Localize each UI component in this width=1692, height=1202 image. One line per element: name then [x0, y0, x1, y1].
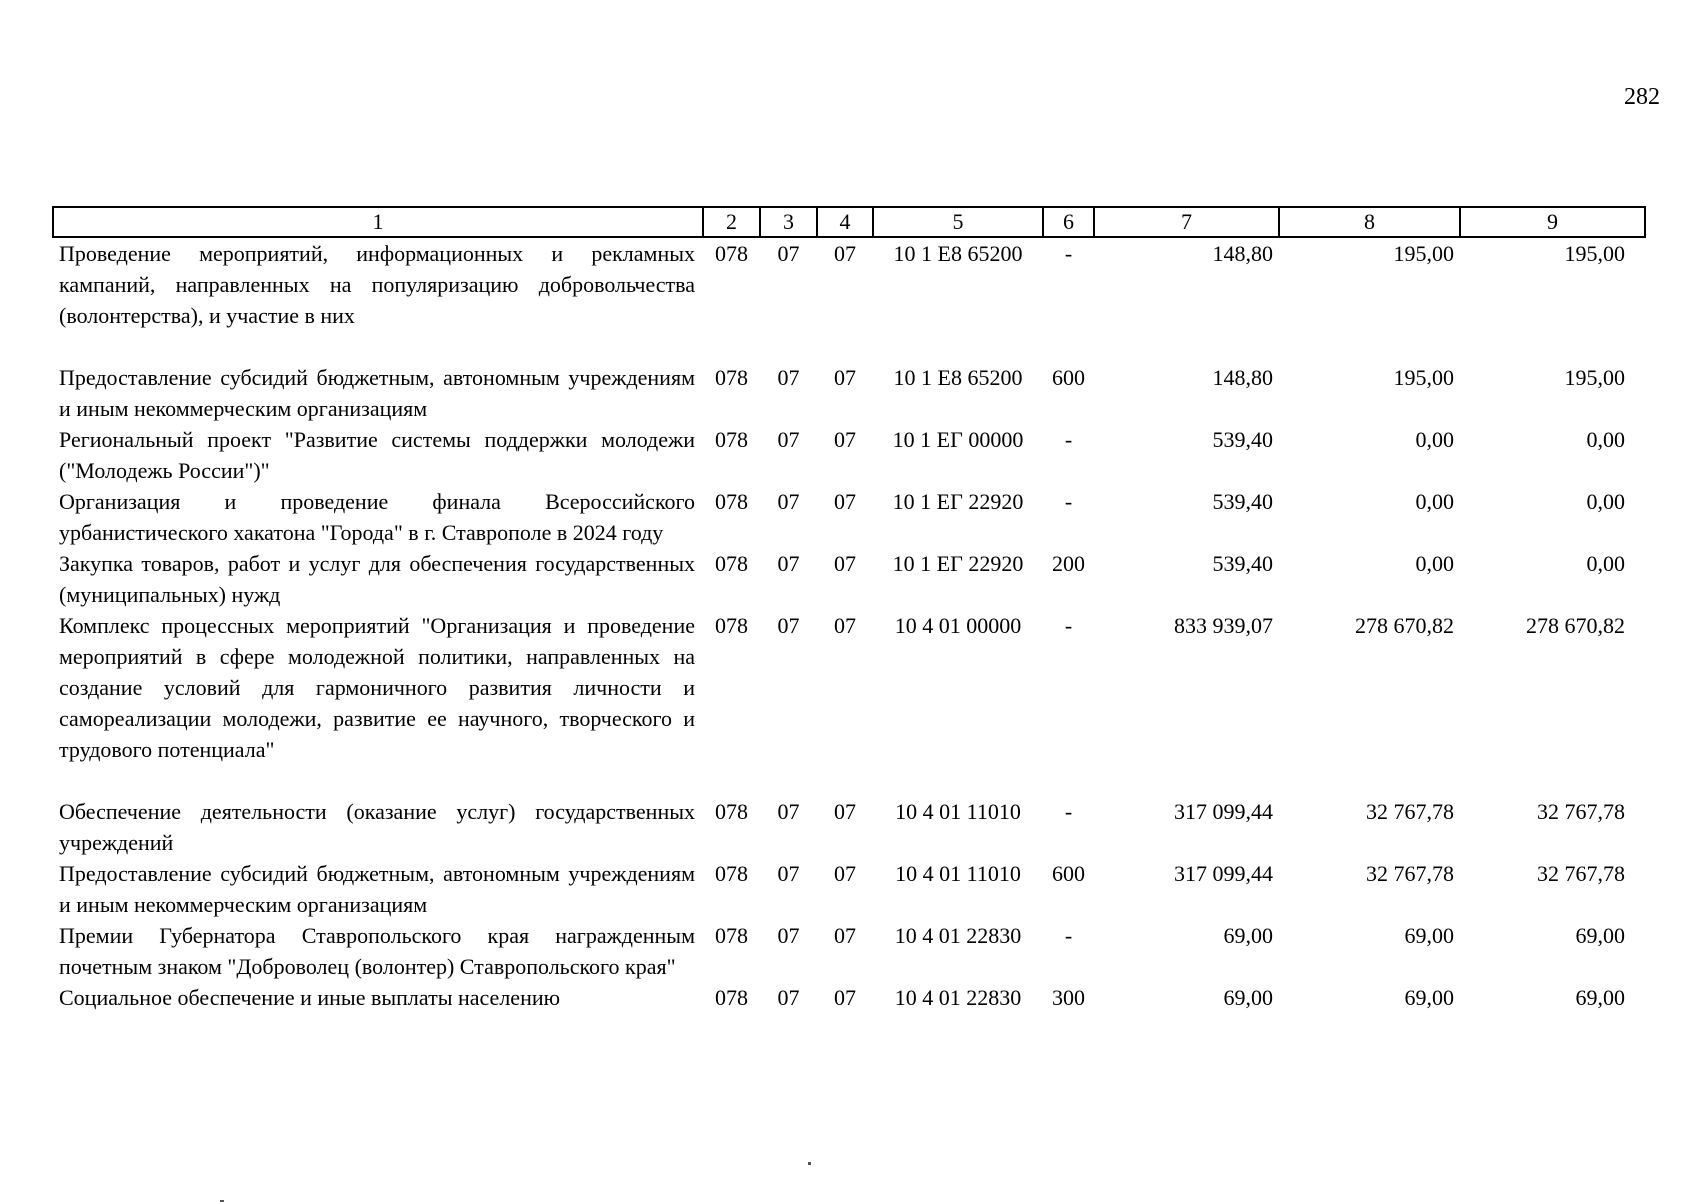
- cell-amount-col7: 317 099,44: [1174, 861, 1273, 886]
- cell-amount-col7: 317 099,44: [1174, 799, 1273, 824]
- row-name: Премии Губернатора Ставропольского края награжденным почетным знаком "Доброволец (волонтер) Ставропольского края": [59, 923, 695, 979]
- cell-amount-col9: 278 670,82: [1526, 613, 1625, 638]
- cell-subsection: 07: [834, 241, 856, 266]
- column-header: 2: [703, 207, 760, 237]
- cell-amount-col7: 539,40: [1212, 427, 1273, 452]
- cell-section: 07: [777, 985, 800, 1010]
- cell-expense-type: -: [1064, 613, 1073, 638]
- cell-section: 07: [777, 241, 800, 266]
- row-name: Предоставление субсидий бюджетным, автономным учреждениям и иным некоммерческим организациям: [59, 365, 695, 421]
- cell-amount-col9: 195,00: [1564, 241, 1625, 266]
- cell-ministry-code: 078: [715, 489, 748, 514]
- table-row: [53, 982, 1645, 1013]
- cell-amount-col7: 539,40: [1212, 551, 1273, 576]
- cell-amount-col8: 69,00: [1404, 985, 1454, 1010]
- cell-amount-col8: 195,00: [1393, 365, 1454, 390]
- cell-subsection: 07: [834, 985, 856, 1010]
- cell-target-article: 10 1 ЕГ 22920: [892, 551, 1024, 576]
- table-row: [53, 237, 1645, 362]
- table-row: [53, 610, 1645, 796]
- cell-amount-col8: 32 767,78: [1366, 861, 1454, 886]
- page-number: 282: [1624, 84, 1660, 110]
- table-row: [53, 486, 1645, 548]
- cell-amount-col9: 0,00: [1586, 427, 1625, 452]
- cell-expense-type: 200: [1052, 551, 1085, 576]
- cell-subsection: 07: [834, 923, 856, 948]
- cell-amount-col8: 0,00: [1415, 427, 1454, 452]
- cell-ministry-code: 078: [715, 923, 748, 948]
- table-row: [53, 548, 1645, 610]
- cell-amount-col7: 148,80: [1212, 365, 1273, 390]
- cell-target-article: 10 1 ЕГ 00000: [892, 427, 1024, 452]
- cell-target-article: 10 4 01 11010: [895, 799, 1021, 824]
- cell-section: 07: [777, 861, 800, 886]
- cell-section: 07: [777, 799, 800, 824]
- cell-expense-type: 300: [1052, 985, 1085, 1010]
- scan-speck: [808, 1162, 811, 1165]
- cell-amount-col7: 148,80: [1212, 241, 1273, 266]
- cell-amount-col8: 0,00: [1415, 489, 1454, 514]
- cell-section: 07: [777, 365, 800, 390]
- cell-subsection: 07: [834, 489, 856, 514]
- cell-expense-type: 600: [1052, 861, 1085, 886]
- column-header: 3: [760, 207, 817, 237]
- row-name: Социальное обеспечение и иные выплаты населению: [59, 985, 561, 1010]
- cell-section: 07: [777, 489, 800, 514]
- cell-expense-type: -: [1064, 427, 1073, 452]
- cell-amount-col8: 0,00: [1415, 551, 1454, 576]
- cell-expense-type: -: [1064, 799, 1073, 824]
- cell-expense-type: -: [1064, 489, 1073, 514]
- cell-amount-col9: 32 767,78: [1537, 799, 1625, 824]
- table-row: [53, 424, 1645, 486]
- column-header: 5: [873, 207, 1043, 237]
- cell-amount-col8: 195,00: [1393, 241, 1454, 266]
- row-name: Организация и проведение финала Всероссийского урбанистического хакатона "Города" в г. Ставрополе в 2024 году: [59, 489, 695, 545]
- cell-subsection: 07: [834, 365, 856, 390]
- cell-amount-col9: 0,00: [1586, 489, 1625, 514]
- cell-target-article: 10 4 01 11010: [895, 861, 1021, 886]
- column-header: 9: [1460, 207, 1645, 237]
- cell-subsection: 07: [834, 799, 856, 824]
- cell-target-article: 10 4 01 00000: [894, 613, 1022, 638]
- cell-amount-col7: 69,00: [1223, 923, 1273, 948]
- cell-amount-col9: 32 767,78: [1537, 861, 1625, 886]
- row-name: Обеспечение деятельности (оказание услуг) государственных учреждений: [59, 799, 695, 855]
- row-name: Проведение мероприятий, информационных и рекламных кампаний, направленных на популяризацию добровольчества (волонтерства), и участие в них: [59, 241, 695, 328]
- table-row: [53, 858, 1645, 920]
- cell-amount-col7: 833 939,07: [1174, 613, 1273, 638]
- cell-amount-col9: 0,00: [1586, 551, 1625, 576]
- column-header: 6: [1043, 207, 1094, 237]
- row-name: Закупка товаров, работ и услуг для обеспечения государственных (муниципальных) нужд: [59, 551, 695, 607]
- column-header: 8: [1279, 207, 1460, 237]
- table-row: [53, 362, 1645, 424]
- cell-section: 07: [777, 923, 800, 948]
- cell-section: 07: [777, 613, 800, 638]
- cell-ministry-code: 078: [715, 613, 748, 638]
- row-name: Комплекс процессных мероприятий "Организация и проведение мероприятий в сфере молодежной политики, направленных на создание условий для гармоничного развития личности и самореализации молодежи, развитие ее научного, творческого и трудового потенциала": [59, 613, 695, 762]
- cell-amount-col7: 539,40: [1212, 489, 1273, 514]
- cell-expense-type: -: [1064, 241, 1073, 266]
- cell-section: 07: [777, 551, 800, 576]
- cell-amount-col9: 195,00: [1564, 365, 1625, 390]
- cell-subsection: 07: [834, 861, 856, 886]
- cell-target-article: 10 1 E8 65200: [893, 241, 1023, 266]
- cell-ministry-code: 078: [715, 241, 748, 266]
- table-row: [53, 796, 1645, 858]
- cell-amount-col8: 32 767,78: [1366, 799, 1454, 824]
- cell-expense-type: 600: [1052, 365, 1085, 390]
- cell-target-article: 10 4 01 22830: [894, 985, 1022, 1010]
- cell-target-article: 10 1 ЕГ 22920: [892, 489, 1024, 514]
- cell-amount-col7: 69,00: [1223, 985, 1273, 1010]
- cell-expense-type: -: [1064, 923, 1073, 948]
- cell-subsection: 07: [834, 551, 856, 576]
- cell-ministry-code: 078: [715, 985, 748, 1010]
- table-row: [53, 920, 1645, 982]
- budget-table: [52, 206, 1646, 1013]
- cell-amount-col8: 278 670,82: [1355, 613, 1454, 638]
- row-name: Региональный проект "Развитие системы поддержки молодежи ("Молодежь России")": [59, 427, 695, 483]
- cell-section: 07: [777, 427, 800, 452]
- cell-amount-col9: 69,00: [1575, 985, 1625, 1010]
- column-header: 4: [817, 207, 873, 237]
- cell-ministry-code: 078: [715, 799, 748, 824]
- cell-subsection: 07: [834, 427, 856, 452]
- column-header: 7: [1094, 207, 1279, 237]
- header-row: [53, 207, 1645, 237]
- cell-target-article: 10 1 E8 65200: [893, 365, 1023, 390]
- cell-subsection: 07: [834, 613, 856, 638]
- cell-target-article: 10 4 01 22830: [894, 923, 1022, 948]
- cell-ministry-code: 078: [715, 861, 748, 886]
- row-name: Предоставление субсидий бюджетным, автономным учреждениям и иным некоммерческим организациям: [59, 861, 695, 917]
- cell-ministry-code: 078: [715, 427, 748, 452]
- cell-amount-col9: 69,00: [1575, 923, 1625, 948]
- cell-amount-col8: 69,00: [1404, 923, 1454, 948]
- column-header: 1: [53, 207, 703, 237]
- cell-ministry-code: 078: [715, 365, 748, 390]
- cell-ministry-code: 078: [715, 551, 748, 576]
